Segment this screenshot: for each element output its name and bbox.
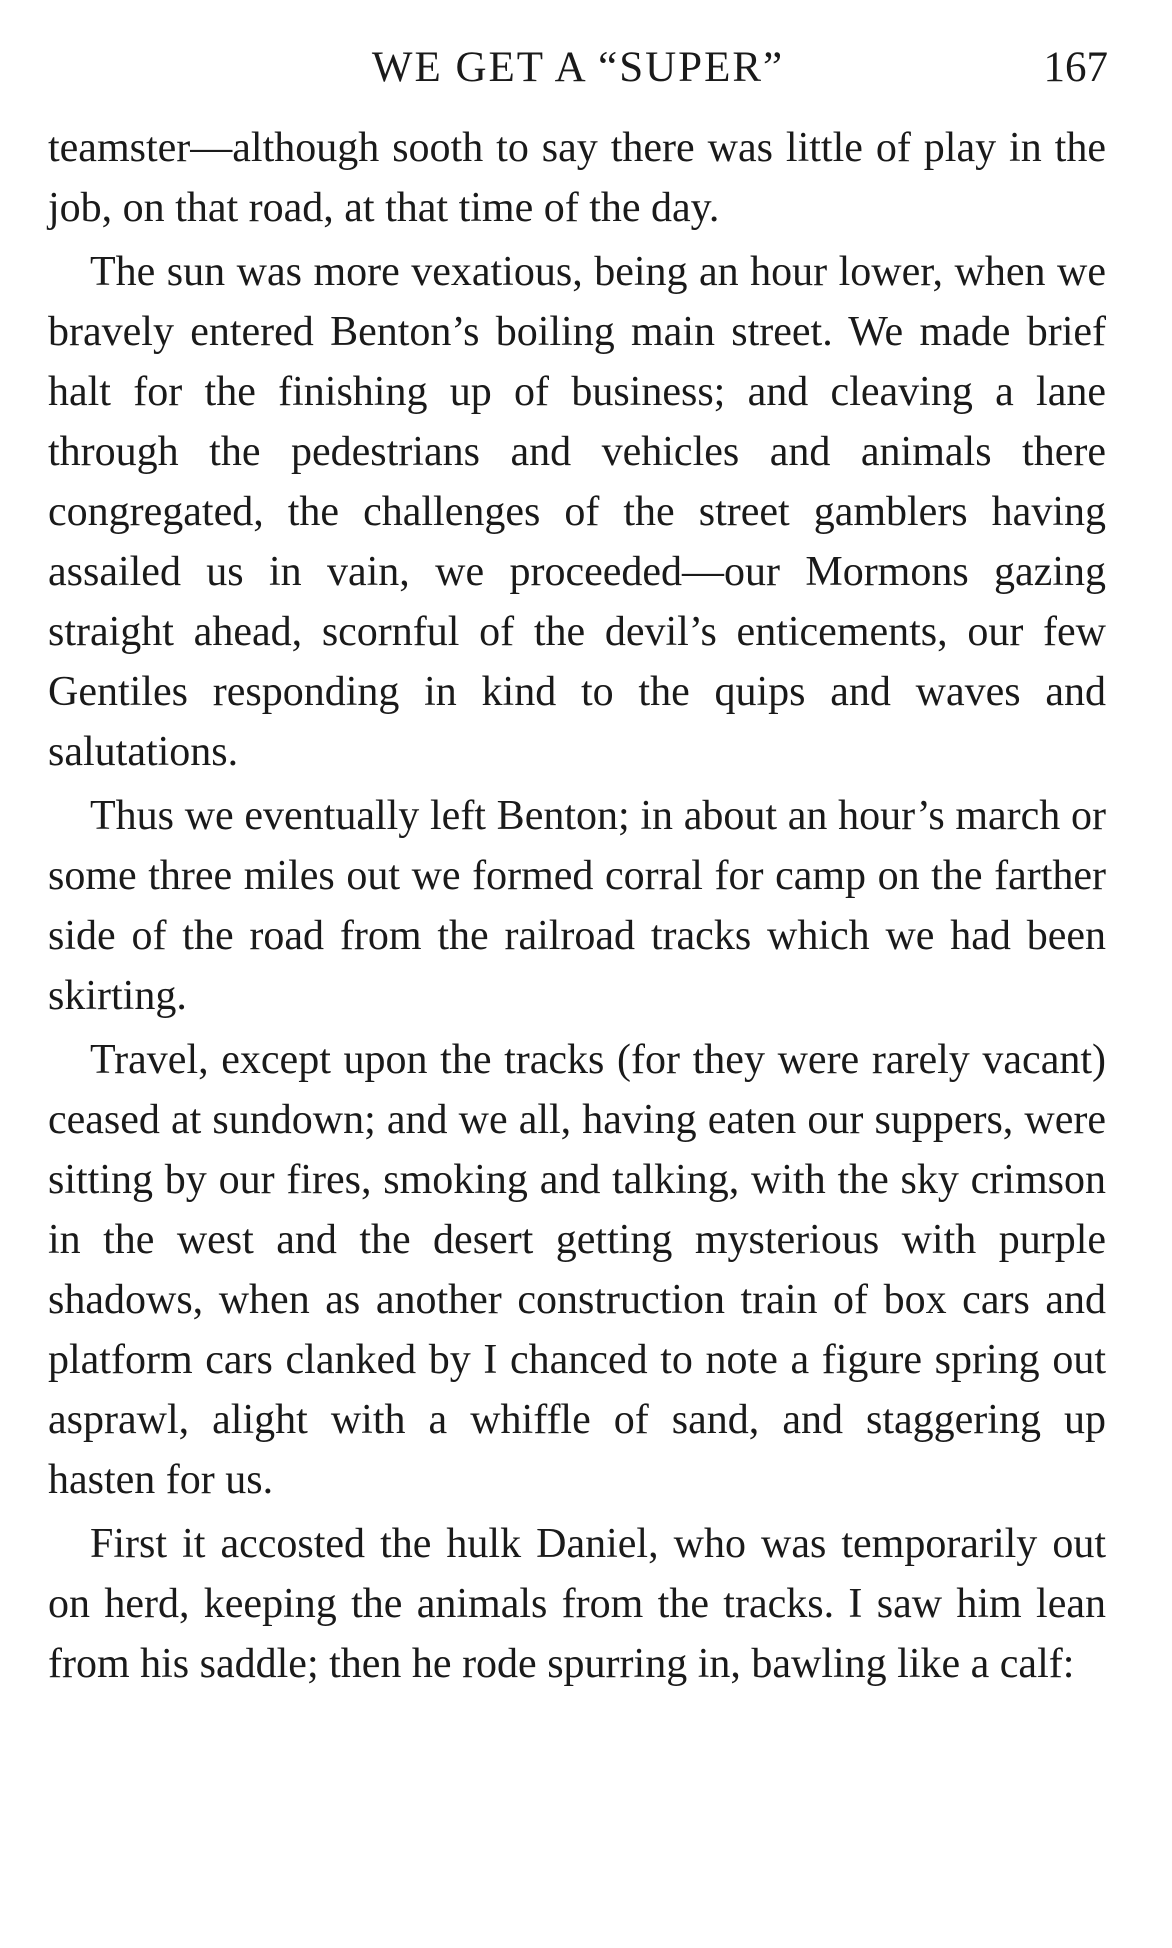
page-number: 167 [1043,44,1108,91]
running-title: WE GET A “SUPER” [371,44,785,91]
body-text [48,118,1106,1694]
running-head [48,38,1108,98]
paragraph-continued: teamster—although sooth to say there was little of play in the job, on that road, at that time of the day. [48,125,1106,231]
paragraph: The sun was more vexatious, being an hour lower, when we bravely entered Benton’s boiling main street. We made brief halt for the finishing up of business; and cleaving a lane through the pedestrians and vehicles and animals there congregated, the challenges of the street gamblers having assailed us in vain, we proceeded—our Mormons gazing straight ahead, scornful of the devil’s enticements, our few Gentiles responding in kind to the quips and waves and salutations. [48,249,1106,775]
paragraph: First it accosted the hulk Daniel, who was temporarily out on herd, keeping the animals from the tracks. I saw him lean from his saddle; then he rode spurring in, bawling like a calf: [48,1521,1106,1687]
paragraph: Travel, except upon the tracks (for they were rarely vacant) ceased at sundown; and we all, having eaten our suppers, were sitting by our fires, smoking and talking, with the sky crimson in the west and the desert getting mysterious with purple shadows, when as another construction train of box cars and platform cars clanked by I chanced to note a figure spring out asprawl, alight with a whiffle of sand, and staggering up hasten for us. [48,1037,1106,1503]
paragraph: Thus we eventually left Benton; in about an hour’s march or some three miles out we formed corral for camp on the farther side of the road from the railroad tracks which we had been skirting. [48,793,1106,1019]
